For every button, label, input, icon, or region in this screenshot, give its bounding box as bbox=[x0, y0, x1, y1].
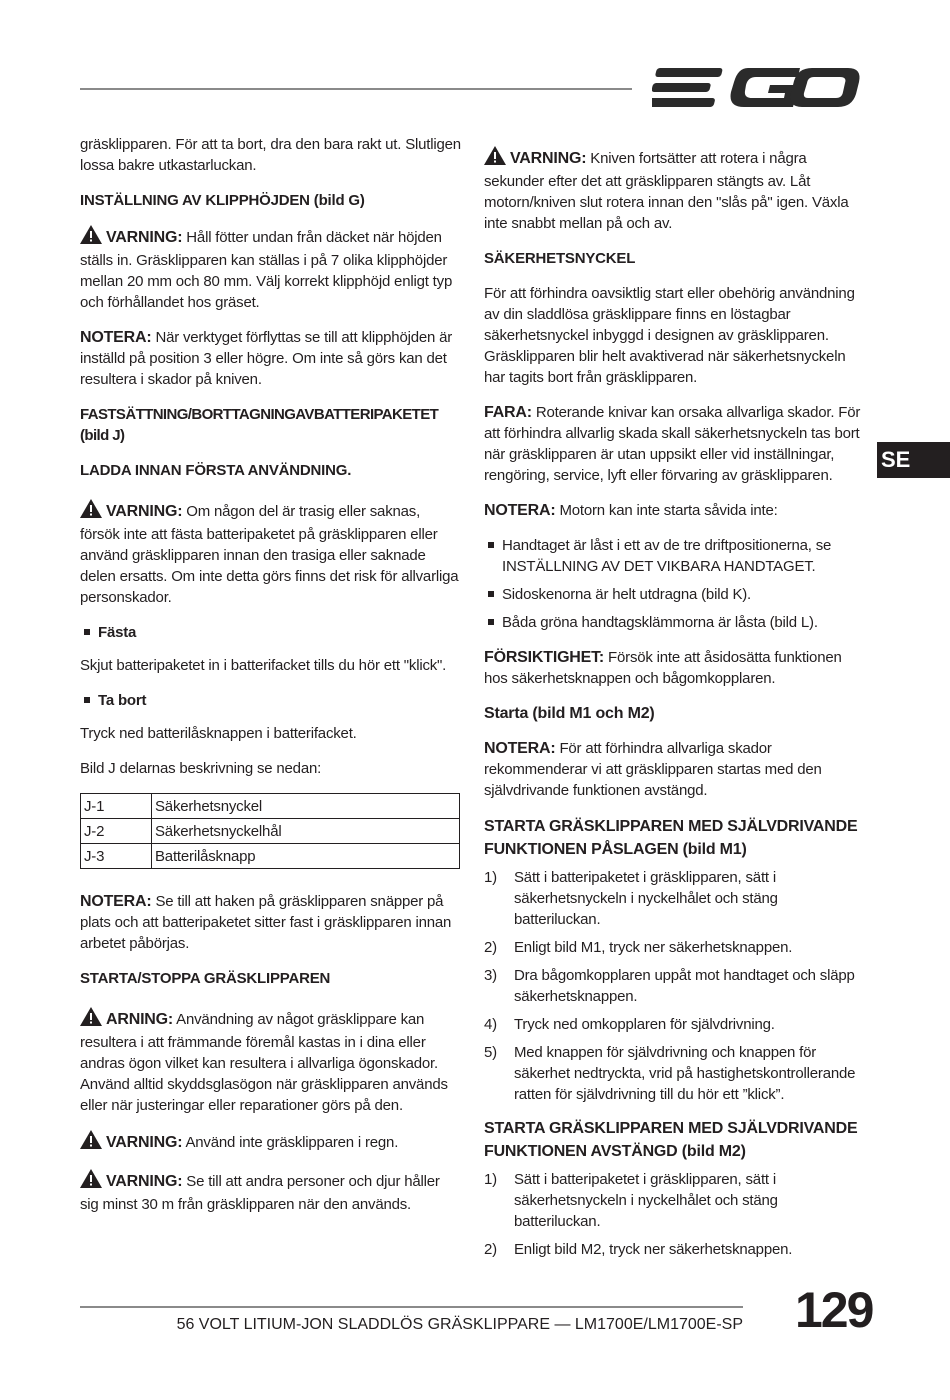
note-block bbox=[484, 738, 866, 801]
note-block bbox=[80, 327, 462, 390]
warning-text: Se till att andra personer och djur håller sig minst 30 m från gräsklipparen när den används. bbox=[80, 1173, 440, 1213]
warning-label: VARNING: bbox=[106, 1173, 183, 1190]
step-text: Sätt i batteripaketet i gräsklipparen, sätt i säkerhetsnyckeln i nyckelhålet och stäng batteriluckan. bbox=[514, 869, 778, 928]
section-heading: INSTÄLLNING AV KLIPPHÖJDEN (bild G) bbox=[80, 192, 365, 209]
step-item bbox=[484, 1014, 866, 1035]
step-text: Enligt bild M1, tryck ner säkerhetsknappen. bbox=[514, 939, 793, 956]
warning-icon bbox=[484, 146, 506, 171]
note-label: NOTERA: bbox=[484, 740, 556, 757]
part-id: J-1 bbox=[81, 794, 152, 819]
note-label: NOTERA: bbox=[80, 893, 152, 910]
table-row bbox=[81, 844, 460, 869]
danger-label: FARA: bbox=[484, 404, 532, 421]
warning-block bbox=[484, 146, 866, 234]
warning-text: Kniven fortsätter att rotera i några sekunder efter det att gräsklipparen stängts av. Låt motorn/kniven slut rotera innan den "slås på" igen. Växla inte snabbt mellan på och av. bbox=[484, 150, 849, 232]
warning-label: VARNING: bbox=[106, 503, 183, 520]
list-item: Sidoskenorna är helt utdragna (bild K). bbox=[484, 584, 866, 605]
step-number: 5) bbox=[484, 1044, 497, 1061]
note-text: När verktyget förflyttas se till att klipphöjden är inställd på position 3 eller högre. Om inte så görs kan det resultera i skador på kniven. bbox=[80, 329, 453, 388]
warning-text: Håll fötter undan från däcket när höjden ställs in. Gräsklipparen kan ställas i på 7 olika klipphöjder mellan 20 mm och 80 mm. Välj korrekt klipphöjd enligt typ och förhållandet hos gräset. bbox=[80, 229, 453, 311]
warning-icon bbox=[80, 225, 102, 250]
bullet-attach: Fästa bbox=[80, 622, 462, 643]
danger-text: Roterande knivar kan orsaka allvarliga skador. För att förhindra allvarlig skada skall säkerhetsnyckeln tas bort när gräsklipparen är utan uppsikt eller vid inställningar, rengöring, service, lyft eller förvaring av gräsklipparen. bbox=[484, 404, 861, 484]
warning-icon bbox=[80, 499, 102, 524]
left-column bbox=[80, 134, 462, 1229]
list-item: Handtaget är låst i ett av de tre driftpositionerna, se INSTÄLLNING AV DET VIKBARA HANDTAGET. bbox=[484, 535, 866, 577]
bullet-remove: Ta bort bbox=[80, 690, 462, 711]
note-text: För att förhindra allvarliga skador rekommenderar vi att gräsklipparen startas med den självdrivande funktionen avstängd. bbox=[484, 740, 822, 799]
section-heading: SÄKERHETSNYCKEL bbox=[484, 250, 636, 267]
step-text: Sätt i batteripaketet i gräsklipparen, sätt i säkerhetsnyckeln i nyckelhålet och stäng batteriluckan. bbox=[514, 1171, 778, 1230]
step-text: Enligt bild M2, tryck ner säkerhetsknappen. bbox=[514, 1241, 793, 1258]
warning-text: Om någon del är trasig eller saknas, försök inte att fästa batteripaketet på gräsklipparen eller använd gräsklipparen innan den trasiga eller saknade delen ersatts. Om inte detta görs finns det risk för allvarliga personskador. bbox=[80, 503, 459, 606]
step-item bbox=[484, 965, 866, 1007]
warning-label: VARNING: bbox=[510, 150, 587, 167]
warning-block bbox=[80, 225, 462, 313]
note-label: NOTERA: bbox=[80, 329, 152, 346]
section-heading: LADDA INNAN FÖRSTA ANVÄNDNING. bbox=[80, 462, 352, 479]
table-row bbox=[81, 819, 460, 844]
part-desc: Batterilåsknapp bbox=[152, 844, 460, 869]
danger-block bbox=[484, 402, 866, 486]
paragraph: gräsklipparen. För att ta bort, dra den bara rakt ut. Slutligen lossa bakre utkastarluckan. bbox=[80, 136, 461, 174]
caution-text: Försök inte att åsidosätta funktionen hos säkerhetsknappen och bågomkopplaren. bbox=[484, 649, 842, 687]
step-text: Med knappen för självdrivning och knappen för säkerhet nedtryckta, vrid på hastighetskontrollerande ratten för självdrivning till du hör ett ”klick”. bbox=[514, 1044, 856, 1103]
parts-table bbox=[80, 793, 460, 869]
warning-label: ARNING: bbox=[106, 1011, 174, 1028]
step-number: 1) bbox=[484, 869, 497, 886]
caution-label: FÖRSIKTIGHET: bbox=[484, 649, 605, 666]
step-item bbox=[484, 1042, 866, 1105]
part-id: J-2 bbox=[81, 819, 152, 844]
part-desc: Säkerhetsnyckel bbox=[152, 794, 460, 819]
warning-icon bbox=[80, 1007, 102, 1032]
section-heading: STARTA/STOPPA GRÄSKLIPPAREN bbox=[80, 970, 331, 987]
warning-label: VARNING: bbox=[106, 1134, 183, 1151]
footer-rule bbox=[80, 1306, 743, 1308]
section-heading: STARTA GRÄSKLIPPAREN MED SJÄLVDRIVANDE FUNKTIONEN AVSTÄNGD (bild M2) bbox=[484, 1120, 858, 1160]
warning-block bbox=[80, 1007, 462, 1116]
warning-block bbox=[80, 1169, 462, 1215]
caution-block bbox=[484, 647, 866, 689]
part-desc: Säkerhetsnyckelhål bbox=[152, 819, 460, 844]
ego-logo bbox=[652, 64, 862, 117]
note-text: Motorn kan inte starta såvida inte: bbox=[555, 502, 778, 519]
step-number: 2) bbox=[484, 939, 497, 956]
step-item bbox=[484, 1169, 866, 1232]
section-heading: STARTA GRÄSKLIPPAREN MED SJÄLVDRIVANDE FUNKTIONEN PÅSLAGEN (bild M1) bbox=[484, 818, 858, 858]
paragraph: Bild J delarnas beskrivning se nedan: bbox=[80, 760, 322, 777]
warning-icon bbox=[80, 1130, 102, 1155]
step-text: Dra bågomkopplaren uppåt mot handtaget och släpp säkerhetsknappen. bbox=[514, 967, 855, 1005]
paragraph: För att förhindra oavsiktlig start eller obehörig användning av din sladdlösa gräsklippare finns en löstagbar säkerhetsnyckel inbyggd i designen av gräsklipparen. Gräsklipparen blir helt avaktiverad när säkerhetsnyckeln har tagits bort från gräsklipparen. bbox=[484, 285, 855, 386]
paragraph: Skjut batteripaketet in i batterifacket tills du hör ett "klick". bbox=[80, 657, 447, 674]
warning-block bbox=[80, 499, 462, 608]
step-number: 1) bbox=[484, 1171, 497, 1188]
note-text: Se till att haken på gräsklipparen snäpper på plats och att batteripaketet sitter fast i gräsklipparen innan arbetet påbörjas. bbox=[80, 893, 452, 952]
warning-text: Användning av något gräsklippare kan resultera i att främmande föremål kastas in i dina eller andras ögon vilket kan resultera i allvarliga ögonskador. Använd alltid skyddsglasögon när gräsklipparen används eller när justeringar eller reparationer görs på den. bbox=[80, 1011, 448, 1114]
warning-icon bbox=[80, 1169, 102, 1194]
note-block bbox=[80, 891, 462, 954]
step-item bbox=[484, 867, 866, 930]
footer-title: 56 VOLT LITIUM-JON SLADDLÖS GRÄSKLIPPARE — LM1700E/LM1700E-SP bbox=[176, 1316, 743, 1333]
list-item: Båda gröna handtagsklämmorna är låsta (bild L). bbox=[484, 612, 866, 633]
right-column bbox=[484, 146, 866, 1267]
note-label: NOTERA: bbox=[484, 502, 556, 519]
section-heading: FASTSÄTTNING/BORTTAGNINGAVBATTERIPAKETET (bild J) bbox=[80, 406, 439, 444]
step-number: 3) bbox=[484, 967, 497, 984]
header-rule bbox=[80, 88, 632, 90]
table-row bbox=[81, 794, 460, 819]
step-number: 4) bbox=[484, 1016, 497, 1033]
warning-block bbox=[80, 1130, 462, 1155]
step-item bbox=[484, 937, 866, 958]
step-item bbox=[484, 1239, 866, 1260]
section-heading: Starta (bild M1 och M2) bbox=[484, 705, 655, 722]
note-block bbox=[484, 500, 866, 521]
part-id: J-3 bbox=[81, 844, 152, 869]
step-text: Tryck ned omkopplaren för självdrivning. bbox=[514, 1016, 775, 1033]
warning-label: VARNING: bbox=[106, 229, 183, 246]
paragraph: Tryck ned batterilåsknappen i batterifacket. bbox=[80, 725, 357, 742]
page-number: 129 bbox=[795, 1282, 873, 1338]
language-tab: SE bbox=[877, 442, 950, 478]
warning-text: Använd inte gräsklipparen i regn. bbox=[182, 1134, 399, 1151]
step-number: 2) bbox=[484, 1241, 497, 1258]
